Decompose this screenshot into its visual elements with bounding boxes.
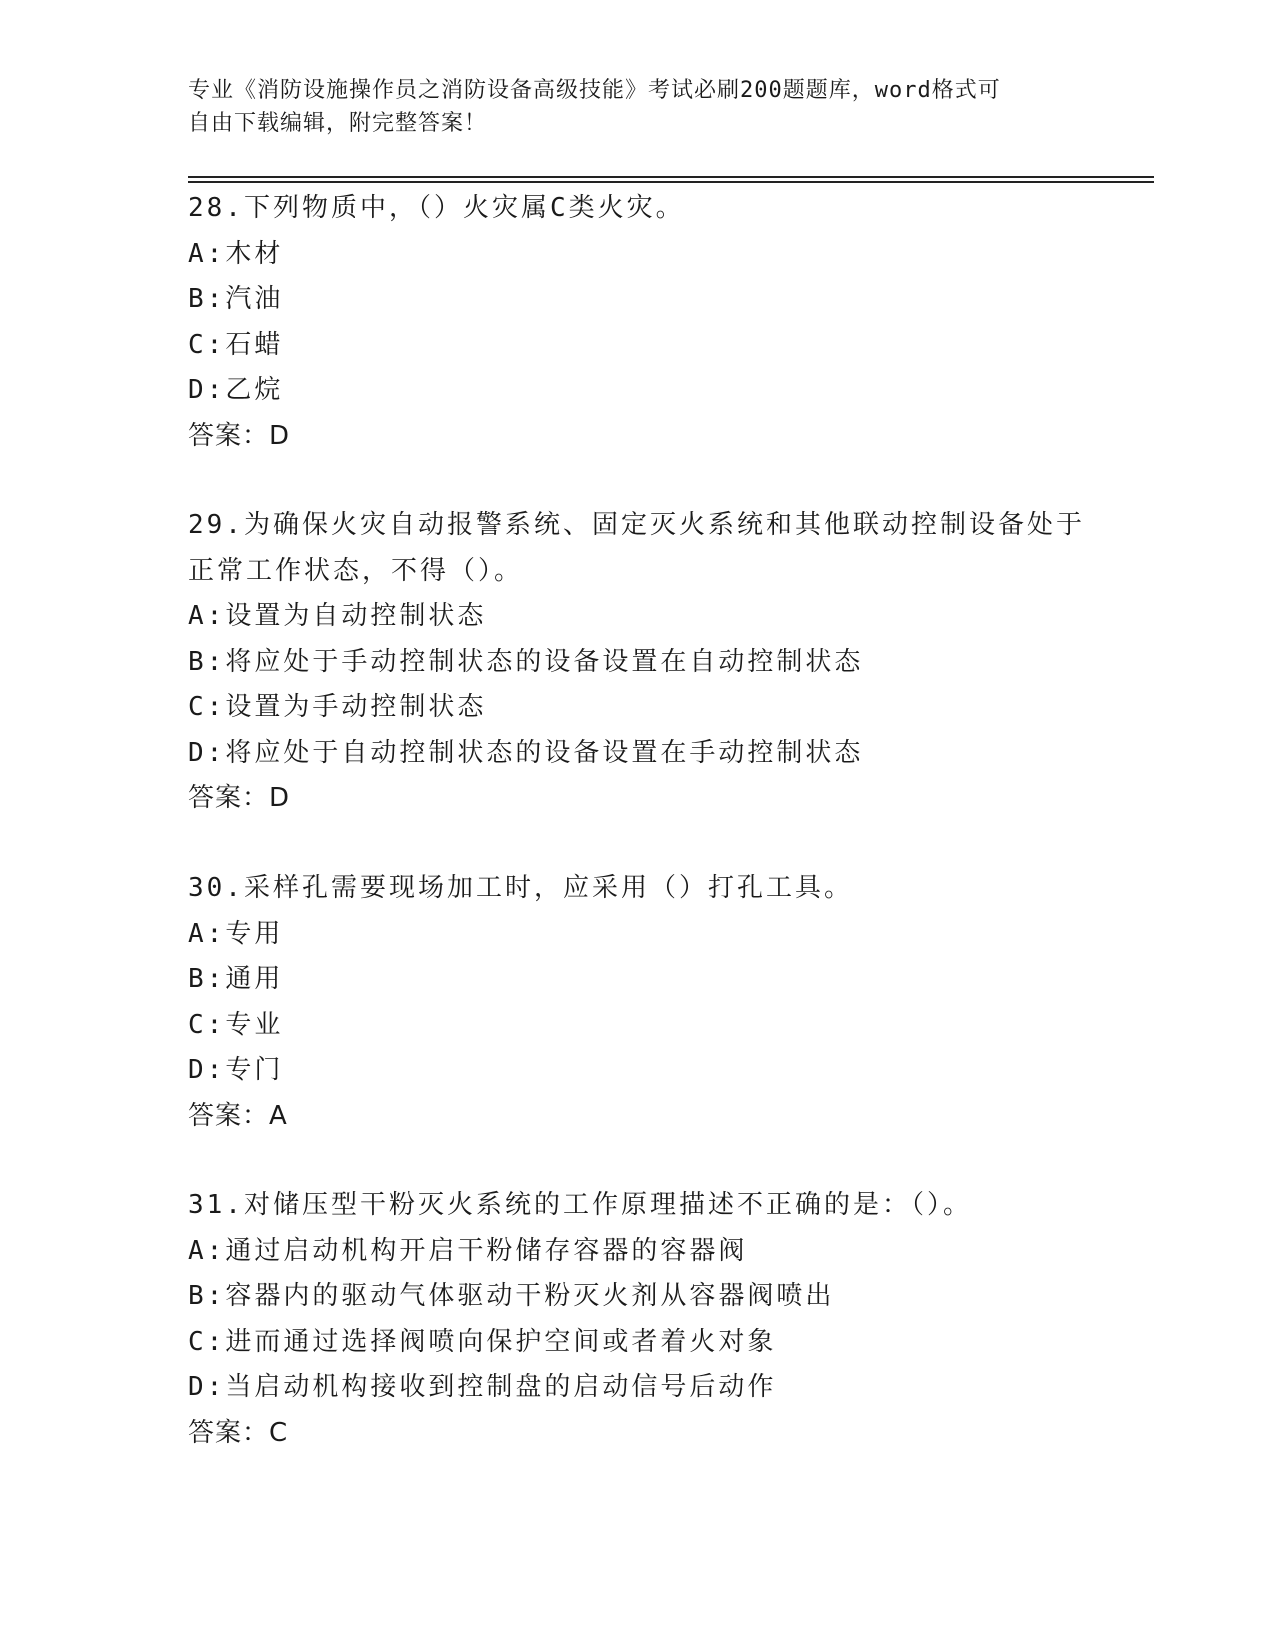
question-number: 30. [188, 873, 244, 903]
question-stem [188, 1183, 1128, 1229]
option-separator: : [206, 692, 226, 722]
question-29 [188, 503, 1128, 822]
header-divider-bottom [188, 181, 1154, 183]
option-a [188, 1229, 1128, 1275]
option-text: 乙烷 [225, 375, 284, 405]
option-separator: : [206, 1281, 226, 1311]
option-separator: : [206, 646, 226, 677]
option-d [188, 368, 1128, 414]
option-a [188, 912, 1128, 958]
question-28 [188, 186, 1128, 459]
option-text: 容器内的驱动气体驱动干粉灭火剂从容器阀喷出 [225, 1281, 835, 1311]
option-separator: : [206, 1235, 226, 1266]
question-text: 采样孔需要现场加工时，应采用（）打孔工具。 [243, 873, 853, 903]
option-text: 设置为自动控制状态 [225, 601, 487, 631]
header-divider-top [188, 176, 1154, 178]
option-d [188, 1365, 1128, 1411]
question-31 [188, 1183, 1128, 1456]
option-b [188, 957, 1128, 1003]
question-30 [188, 866, 1128, 1139]
answer-line [188, 1411, 1128, 1457]
option-key: C [188, 1326, 207, 1357]
option-separator: : [206, 284, 226, 314]
option-text: 专门 [225, 1055, 284, 1085]
question-text-line-2: 正常工作状态，不得（）。 [188, 555, 524, 586]
option-separator: : [206, 918, 226, 949]
option-separator: : [206, 1326, 226, 1357]
option-d [188, 731, 1128, 777]
question-text: 对储压型干粉灭火系统的工作原理描述不正确的是：（）。 [243, 1190, 972, 1220]
answer-line [188, 414, 1128, 460]
option-text: 进而通过选择阀喷向保护空间或者着火对象 [225, 1326, 777, 1357]
option-key: D [188, 375, 207, 405]
option-separator: : [206, 1009, 226, 1040]
answer-value: A [269, 1100, 288, 1131]
option-text: 木材 [225, 238, 284, 269]
question-number: 28. [188, 193, 244, 223]
question-stem [188, 866, 1128, 912]
question-stem-continued [188, 549, 1128, 595]
answer-value: D [269, 420, 291, 451]
option-key: B [188, 646, 207, 677]
option-separator: : [206, 601, 226, 631]
answer-value: D [269, 783, 291, 813]
option-separator: : [206, 375, 226, 405]
option-separator: : [206, 1055, 226, 1085]
option-key: C [188, 329, 207, 360]
option-key: B [188, 964, 207, 994]
option-text: 汽油 [225, 284, 284, 314]
option-text: 当启动机构接收到控制盘的启动信号后动作 [225, 1372, 777, 1402]
option-key: A [188, 601, 207, 631]
question-number: 29. [188, 510, 244, 540]
option-key: B [188, 284, 207, 314]
option-a [188, 232, 1128, 278]
option-separator: : [206, 964, 226, 994]
option-text: 专用 [225, 918, 284, 949]
answer-label: 答案： [188, 1100, 270, 1131]
option-key: A [188, 1235, 207, 1266]
answer-line [188, 1094, 1128, 1140]
option-d [188, 1048, 1128, 1094]
option-key: A [188, 238, 207, 269]
option-b [188, 1274, 1128, 1320]
option-b [188, 640, 1128, 686]
answer-label: 答案： [188, 1417, 270, 1448]
header-line-1: 专业《消防设施操作员之消防设备高级技能》考试必刷200题题库，word格式可 [188, 78, 1001, 103]
document-header [188, 74, 1068, 140]
option-key: B [188, 1281, 207, 1311]
option-text: 设置为手动控制状态 [225, 692, 487, 722]
option-key: D [188, 1055, 207, 1085]
option-key: A [188, 918, 207, 949]
answer-line [188, 776, 1128, 822]
answer-value: C [269, 1417, 289, 1448]
option-text: 通用 [225, 964, 284, 994]
answer-label: 答案： [188, 783, 270, 813]
option-text: 将应处于手动控制状态的设备设置在自动控制状态 [225, 646, 864, 677]
question-number: 31. [188, 1190, 244, 1220]
option-separator: : [206, 737, 226, 768]
question-text: 下列物质中，（）火灾属C类火灾。 [243, 193, 685, 223]
option-text: 专业 [225, 1009, 284, 1040]
option-c [188, 1320, 1128, 1366]
option-key: C [188, 1009, 207, 1040]
option-a [188, 594, 1128, 640]
option-c [188, 685, 1128, 731]
option-key: C [188, 692, 207, 722]
option-text: 通过启动机构开启干粉储存容器的容器阀 [225, 1235, 748, 1266]
question-stem [188, 186, 1128, 232]
option-key: D [188, 737, 207, 768]
answer-label: 答案： [188, 420, 270, 451]
option-separator: : [206, 238, 226, 269]
question-text-line-1: 为确保火灾自动报警系统、固定灭火系统和其他联动控制设备处于 [243, 510, 1085, 540]
header-line-2: 自由下载编辑，附完整答案！ [188, 111, 488, 136]
option-c [188, 323, 1128, 369]
option-separator: : [206, 1372, 226, 1402]
question-stem [188, 503, 1128, 549]
option-text: 将应处于自动控制状态的设备设置在手动控制状态 [225, 737, 864, 768]
option-separator: : [206, 329, 226, 360]
option-text: 石蜡 [225, 329, 284, 360]
option-b [188, 277, 1128, 323]
option-key: D [188, 1372, 207, 1402]
option-c [188, 1003, 1128, 1049]
